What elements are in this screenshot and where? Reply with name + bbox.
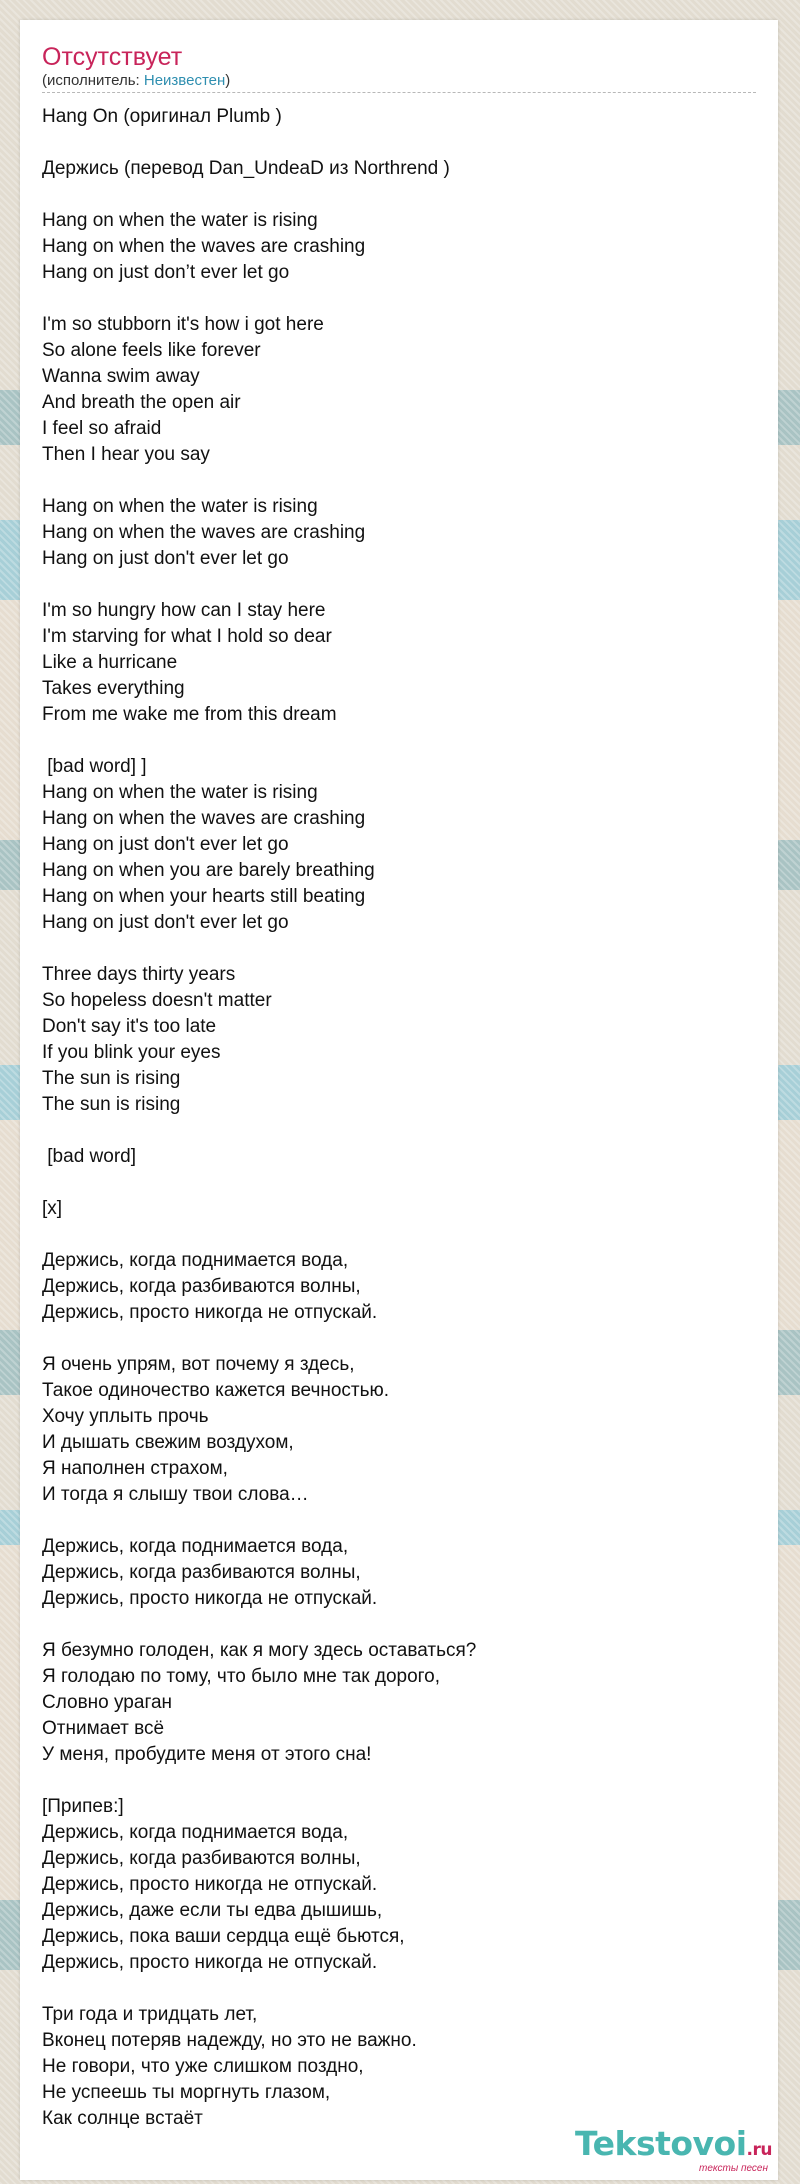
blank-line	[42, 936, 756, 962]
logo-name: Tekstovoi	[575, 2124, 747, 2163]
lyric-line: Такое одиночество кажется вечностью.	[42, 1380, 390, 1401]
lyric-line: И дышать свежим воздухом,	[42, 1432, 294, 1453]
lyric-line: Don't say it's too late	[42, 1016, 217, 1037]
blank-line	[42, 130, 756, 156]
lyric-line: Хочу уплыть прочь	[42, 1406, 209, 1427]
lyric-line: I'm starving for what I hold so dear	[42, 626, 332, 647]
lyric-line: Hang on when the water is rising	[42, 210, 318, 231]
artist-suffix: )	[225, 72, 231, 89]
lyric-line: [x]	[42, 1198, 63, 1219]
lyric-line: Вконец потеряв надежду, но это не важно.	[42, 2030, 417, 2051]
lyric-line: Hang on when the water is rising	[42, 782, 318, 803]
lyric-line: Отнимает всё	[42, 1718, 165, 1739]
site-logo[interactable]	[575, 2124, 772, 2174]
lyric-line: From me wake me from this dream	[42, 704, 337, 725]
lyric-line: Hang on when the waves are crashing	[42, 808, 366, 829]
blank-line	[42, 182, 756, 208]
lyric-line: [Припев:]	[42, 1796, 124, 1817]
lyric-line: У меня, пробудите меня от этого сна!	[42, 1744, 372, 1765]
lyric-line: So hopeless doesn't matter	[42, 990, 272, 1011]
lyric-line: Держись, когда поднимается вода,	[42, 1250, 349, 1271]
song-title: Отсутствует	[42, 43, 183, 71]
blank-line	[42, 572, 756, 598]
lyric-line: Держись, просто никогда не отпускай.	[42, 1302, 378, 1323]
lyric-line: Как солнце встаёт	[42, 2108, 203, 2129]
lyric-line: Три года и тридцать лет,	[42, 2004, 258, 2025]
blank-line	[42, 1768, 756, 1794]
blank-line	[42, 728, 756, 754]
lyric-line: Then I hear you say	[42, 444, 210, 465]
blank-line	[42, 468, 756, 494]
logo-tld: .ru	[746, 2140, 772, 2160]
lyric-line: Держись, когда поднимается вода,	[42, 1822, 349, 1843]
lyric-line: Hang on when you are barely breathing	[42, 860, 375, 881]
blank-line	[42, 286, 756, 312]
artist-line	[42, 72, 756, 93]
lyric-line: The sun is rising	[42, 1068, 181, 1089]
blank-line	[42, 1612, 756, 1638]
lyric-line: Держись, просто никогда не отпускай.	[42, 1952, 378, 1973]
lyrics-page	[20, 20, 778, 2180]
lyric-line: Like a hurricane	[42, 652, 178, 673]
lyric-line: Takes everything	[42, 678, 185, 699]
lyric-line: Hang on just don't ever let go	[42, 834, 289, 855]
lyric-line: И тогда я слышу твои слова…	[42, 1484, 309, 1505]
lyric-line: Держись, даже если ты едва дышишь,	[42, 1900, 383, 1921]
lyric-line: Я очень упрям, вот почему я здесь,	[42, 1354, 355, 1375]
lyric-line: Я наполнен страхом,	[42, 1458, 228, 1479]
lyric-line: Не говори, что уже слишком поздно,	[42, 2056, 364, 2077]
lyric-line: Держись, когда разбиваются волны,	[42, 1848, 361, 1869]
blank-line	[42, 1118, 756, 1144]
lyric-line: Держись, пока ваши сердца ещё бьются,	[42, 1926, 405, 1947]
artist-link[interactable]: Неизвестен	[143, 72, 226, 89]
lyric-line: The sun is rising	[42, 1094, 181, 1115]
lyric-line: Держись, когда поднимается вода,	[42, 1536, 349, 1557]
lyric-line: Словно ураган	[42, 1692, 173, 1713]
lyric-line: Three days thirty years	[42, 964, 236, 985]
lyric-line: Hang on when your hearts still beating	[42, 886, 366, 907]
blank-line	[42, 1170, 756, 1196]
lyric-line: Hang on just don't ever let go	[42, 548, 289, 569]
lyric-line: Держись, просто никогда не отпускай.	[42, 1588, 378, 1609]
lyric-line: Держись, просто никогда не отпускай.	[42, 1874, 378, 1895]
lyric-line: Я голодаю по тому, что было мне так дорого,	[42, 1666, 441, 1687]
lyric-line: I feel so afraid	[42, 418, 162, 439]
lyric-line: Hang On (оригинал Plumb )	[42, 106, 282, 127]
lyric-line: Wanna swim away	[42, 366, 200, 387]
blank-line	[42, 1976, 756, 2002]
lyric-line: Hang on just don’t ever let go	[42, 262, 290, 283]
lyric-line: Я безумно голоден, как я могу здесь оставаться?	[42, 1640, 477, 1661]
lyric-line: I'm so hungry how can I stay here	[42, 600, 326, 621]
lyric-line: I'm so stubborn it's how i got here	[42, 314, 324, 335]
lyric-line: Hang on when the water is rising	[42, 496, 318, 517]
lyric-line: So alone feels like forever	[42, 340, 261, 361]
lyric-line: If you blink your eyes	[42, 1042, 221, 1063]
lyric-line: Hang on when the waves are crashing	[42, 522, 366, 543]
artist-prefix: (исполнитель:	[42, 72, 144, 89]
lyric-line: Держись, когда разбиваются волны,	[42, 1276, 361, 1297]
blank-line	[42, 1508, 756, 1534]
blank-line	[42, 1222, 756, 1248]
lyric-line: Не успеешь ты моргнуть глазом,	[42, 2082, 331, 2103]
logo-wordmark	[575, 2124, 772, 2167]
lyric-line: And breath the open air	[42, 392, 241, 413]
lyric-line: Hang on when the waves are crashing	[42, 236, 366, 257]
logo-tagline: тексты песен	[699, 2163, 768, 2174]
lyric-line: Hang on just don't ever let go	[42, 912, 289, 933]
lyrics-text	[42, 104, 756, 2132]
lyric-line: [bad word] ]	[42, 756, 147, 777]
lyric-line: Держись (перевод Dan_UndeaD из Northrend )	[42, 158, 450, 179]
lyric-line: [bad word]	[42, 1146, 136, 1167]
blank-line	[42, 1326, 756, 1352]
lyric-line: Держись, когда разбиваются волны,	[42, 1562, 361, 1583]
